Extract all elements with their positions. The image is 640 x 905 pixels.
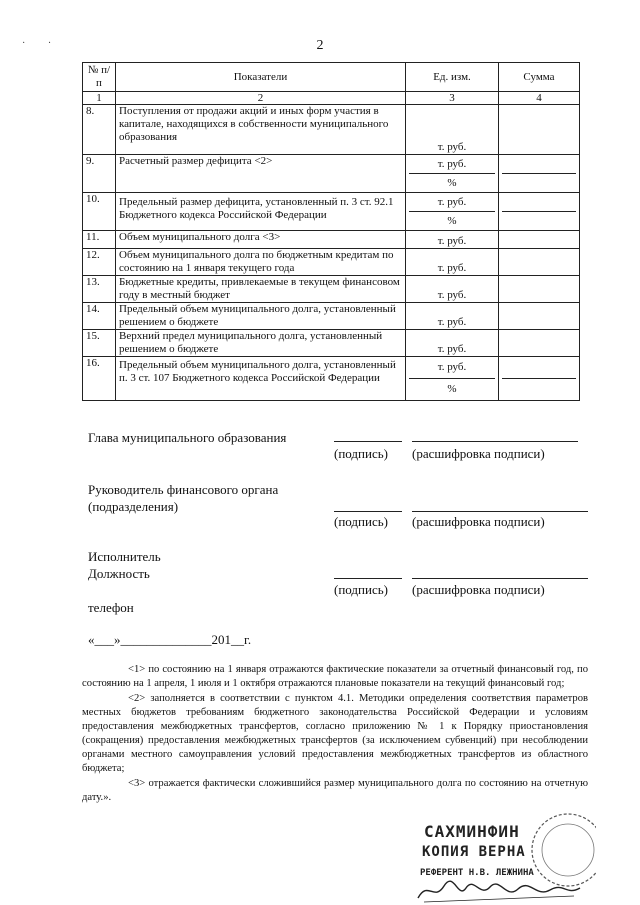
row-unit: т. руб. xyxy=(406,105,499,155)
unit-cell: % xyxy=(447,177,457,189)
fin-label-2: (подразделения) xyxy=(88,499,179,514)
fin-decode-caption: (расшифровка подписи) xyxy=(412,514,545,529)
row-label: Верхний предел муниципального долга, установленный решением о бюджете xyxy=(116,330,406,357)
row-num: 11. xyxy=(83,231,116,249)
table-row xyxy=(83,193,580,231)
row-label: Предельный объем муниципального долга, установленный решением о бюджете xyxy=(116,303,406,330)
stamp-line-2: КОПИЯ ВЕРНА xyxy=(422,844,526,860)
row-num: 12. xyxy=(83,249,116,276)
row-sum xyxy=(499,105,580,155)
row-num: 16. xyxy=(83,357,116,401)
stamp-line-3: РЕФЕРЕНТ Н.В. ЛЕЖНИНА xyxy=(420,868,534,878)
exec-sign-line xyxy=(334,578,402,579)
row-unit xyxy=(406,155,499,193)
table-row xyxy=(83,155,580,193)
row-unit: т. руб. xyxy=(406,330,499,357)
table-row xyxy=(83,357,580,401)
exec-sign-caption: (подпись) xyxy=(334,582,388,597)
exec-decode-caption: (расшифровка подписи) xyxy=(412,582,545,597)
row-sum xyxy=(499,193,580,231)
row-num: 14. xyxy=(83,303,116,330)
position-label: Должность xyxy=(88,566,150,581)
col-index: 2 xyxy=(116,92,406,105)
row-sum xyxy=(499,231,580,249)
footnote-1: <1> по состоянию на 1 января отражаются фактические показатели за отчетный финансовый год, по состоянию на 1 апреля, 1 июля и 1 октября отражаются плановые показатели на текущий финансовый год; xyxy=(82,664,588,689)
table-row xyxy=(83,303,580,330)
scan-dots: · · xyxy=(22,38,62,49)
header-unit: Ед. изм. xyxy=(406,63,499,92)
row-num: 10. xyxy=(83,193,116,231)
col-index: 4 xyxy=(499,92,580,105)
row-num: 13. xyxy=(83,276,116,303)
row-label: Поступления от продажи акций и иных форм участия в капитале, находящихся в собственности муниципального образования xyxy=(116,105,406,155)
table-row xyxy=(83,330,580,357)
row-unit: т. руб. xyxy=(406,276,499,303)
table-row xyxy=(83,249,580,276)
column-index-row xyxy=(83,92,580,105)
col-index: 1 xyxy=(83,92,116,105)
row-label: Объем муниципального долга по бюджетным кредитам по состоянию на 1 января текущего года xyxy=(116,249,406,276)
fin-label-1: Руководитель финансового органа xyxy=(88,482,279,497)
row-sum xyxy=(499,155,580,193)
phone-label: телефон xyxy=(88,600,134,615)
row-num: 8. xyxy=(83,105,116,155)
stamp-line-1: САХМИНФИН xyxy=(424,822,520,841)
footnote-2: <2> заполняется в соответствии с пунктом 4.1. Методики определения соответствия параметров местных бюджетов требованиям бюджетного законодательства Российской Федерации и условиям предоставления межбюджетных трансфертов, согласно приложению № 1 к Порядку приостановления (сокращения) предоставления межбюджетных трансфертов (за исключением субвенций) при несоблюдении органами местного самоуправления условий предоставления межбюджетных трансфертов из областного бюджета; xyxy=(82,693,588,774)
row-label: Бюджетные кредиты, привлекаемые в текущем финансовом году в местный бюджет xyxy=(116,276,406,303)
table-header-row xyxy=(83,63,580,92)
fin-sign-line xyxy=(334,511,402,512)
fin-decode-line xyxy=(412,511,588,512)
row-sum xyxy=(499,303,580,330)
date-line: «___»______________201__г. xyxy=(88,632,252,647)
row-sum xyxy=(499,330,580,357)
header-num: № п/п xyxy=(83,63,116,92)
head-decode-caption: (расшифровка подписи) xyxy=(412,446,545,461)
row-num: 15. xyxy=(83,330,116,357)
header-indicator: Показатели xyxy=(116,63,406,92)
footnotes xyxy=(82,663,588,806)
row-label: Объем муниципального долга <3> xyxy=(116,231,406,249)
footnote-3: <3> отражается фактически сложившийся размер муниципального долга по состоянию на отчетную дату.». xyxy=(82,778,588,803)
unit-cell: % xyxy=(447,215,457,227)
row-label: Расчетный размер дефицита <2> xyxy=(116,155,406,193)
row-label: Предельный размер дефицита, установленный п. 3 ст. 92.1 Бюджетного кодекса Российской Федерации xyxy=(116,193,406,231)
row-unit: т. руб. xyxy=(406,231,499,249)
table-row xyxy=(83,276,580,303)
indicators-table xyxy=(82,62,580,401)
row-unit xyxy=(406,357,499,401)
unit-cell: т. руб. xyxy=(409,155,495,174)
row-unit: т. руб. xyxy=(406,303,499,330)
row-num: 9. xyxy=(83,155,116,193)
handwritten-signature xyxy=(414,878,584,904)
page-number: 2 xyxy=(316,38,324,53)
unit-cell: т. руб. xyxy=(409,357,495,379)
exec-label: Исполнитель xyxy=(88,549,161,564)
row-unit xyxy=(406,193,499,231)
fin-sign-caption: (подпись) xyxy=(334,514,388,529)
head-decode-line xyxy=(412,441,578,442)
exec-decode-line xyxy=(412,578,588,579)
row-sum xyxy=(499,357,580,401)
table-row xyxy=(83,231,580,249)
head-sign-line xyxy=(334,441,402,442)
header-sum: Сумма xyxy=(499,63,580,92)
certification-stamp xyxy=(420,810,600,900)
unit-cell: % xyxy=(447,383,457,395)
table-row xyxy=(83,105,580,155)
row-sum xyxy=(499,249,580,276)
row-sum xyxy=(499,276,580,303)
head-label: Глава муниципального образования xyxy=(88,430,287,445)
col-index: 3 xyxy=(406,92,499,105)
unit-cell: т. руб. xyxy=(409,193,495,212)
head-sign-caption: (подпись) xyxy=(334,446,388,461)
row-unit: т. руб. xyxy=(406,249,499,276)
row-label: Предельный объем муниципального долга, установленный п. 3 ст. 107 Бюджетного кодекса Российской Федерации xyxy=(116,357,406,401)
